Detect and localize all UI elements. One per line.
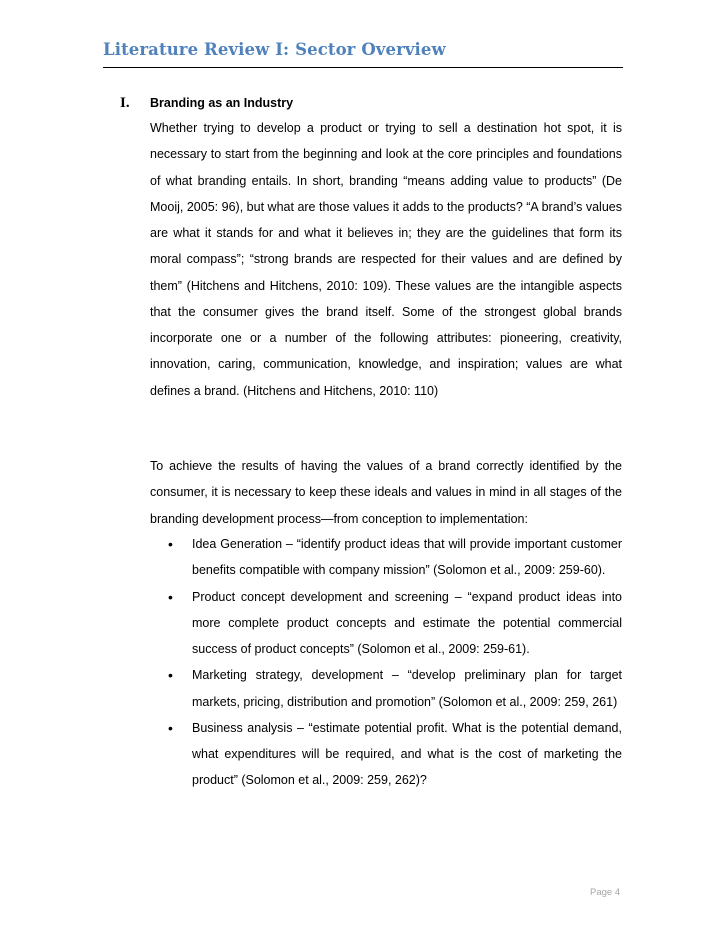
list-item-text: Product concept development and screening – “expand product ideas into more complete product concepts and estimate the potential commercial success of product concepts” (Solomon et al., 2009: 259-61). bbox=[192, 589, 622, 656]
section-numeral: I. bbox=[120, 95, 130, 111]
list-item bbox=[165, 584, 622, 663]
header-divider bbox=[103, 67, 623, 68]
bullet-icon: • bbox=[168, 719, 173, 736]
list-item bbox=[165, 662, 622, 715]
bullet-icon: • bbox=[168, 588, 173, 605]
page-number: Page 4 bbox=[590, 887, 621, 898]
body-paragraph-2: To achieve the results of having the values of a brand correctly identified by the consumer, it is necessary to keep these ideals and values in mind in all stages of the branding development process—from conception to implementation: bbox=[150, 459, 622, 526]
bullet-icon: • bbox=[168, 667, 173, 684]
process-stage-list bbox=[165, 531, 622, 794]
running-header-title: Literature Review I: Sector Overview bbox=[103, 40, 446, 59]
list-item-text: Marketing strategy, development – “develop preliminary plan for target markets, pricing, distribution and promotion” (Solomon et al., 2009: 259, 261) bbox=[192, 668, 622, 709]
section-heading: Branding as an Industry bbox=[150, 96, 294, 110]
list-item bbox=[165, 531, 622, 584]
list-item-text: Idea Generation – “identify product ideas that will provide important customer benefits compatible with company mission” (Solomon et al., 2009: 259-60). bbox=[192, 537, 622, 578]
list-item-text: Business analysis – “estimate potential profit. What is the potential demand, what expenditures will be required, and what is the cost of marketing the product” (Solomon et al., 2009: 259, 262)? bbox=[192, 720, 622, 788]
bullet-icon: • bbox=[168, 536, 173, 552]
body-paragraph-1: Whether trying to develop a product or trying to sell a destination hot spot, it is necessary to start from the beginning and look at the core principles and foundations of what branding entails. In short, branding “means adding value to products” (De Mooij, 2005: 96), but what are those values it adds to the products? “A brand’s values are what it stands for and what it believes in; they are the guidelines that form its moral compass”; “strong brands are respected for their values and are defined by them” (Hitchens and Hitchens, 2010: 109). These values are the intangible aspects that the consumer gives the brand itself. Some of the strongest global brands incorporate one or a number of the following attributes: pioneering, creativity, innovation, caring, communication, knowledge, and inspiration; values are what defines a brand. (Hitchens and Hitchens, 2010: 110) bbox=[150, 121, 622, 398]
list-item bbox=[165, 715, 622, 794]
